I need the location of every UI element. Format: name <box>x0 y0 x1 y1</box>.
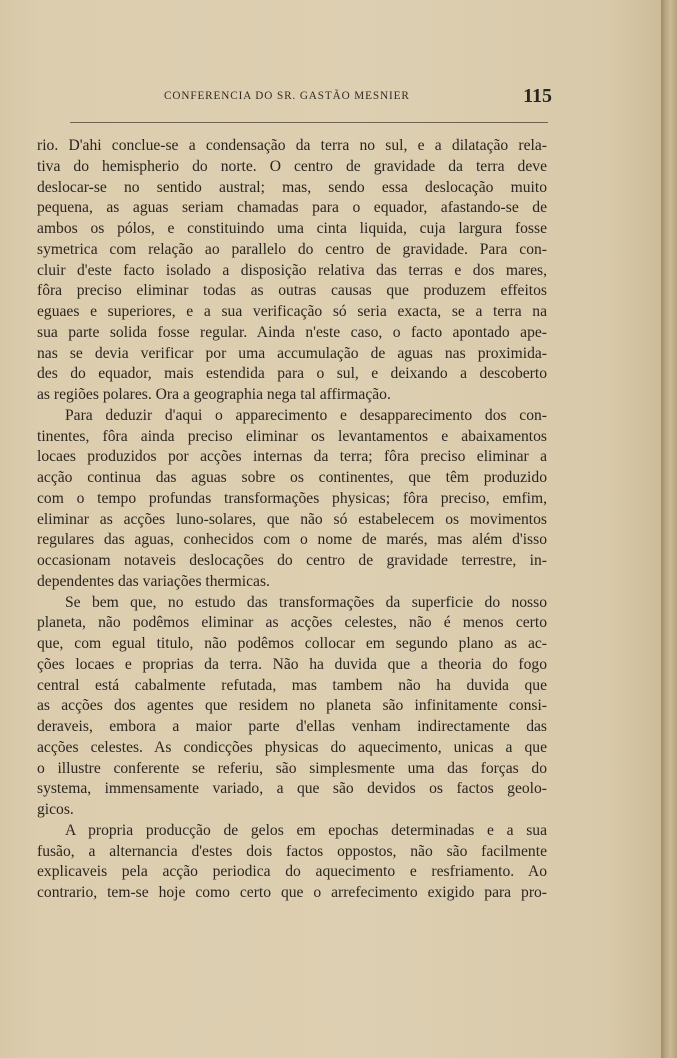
text-line: sua parte solida fosse regular. Ainda n'este caso, o facto apontado ape- <box>37 323 547 341</box>
text-line: ções locaes e proprias da terra. Não ha duvida que a theoria do fogo <box>37 655 547 673</box>
running-head: CONFERENCIA DO SR. GASTÃO MESNIER <box>164 90 410 102</box>
text-line: dependentes das variações thermicas. <box>37 572 270 590</box>
text-line: com o tempo profundas transformações physicas; fôra preciso, emfim, <box>37 489 547 507</box>
text-line: cluir d'este facto isolado a disposição relativa das terras e dos mares, <box>37 261 547 279</box>
text-line: central está cabalmente refutada, mas tambem não ha duvida que <box>37 676 547 694</box>
text-line: systema, immensamente variado, a que são devidos os factos geolo- <box>37 780 547 798</box>
text-line: deraveis, embora a maior parte d'ellas venham indirectamente das <box>37 718 547 735</box>
text-line: eguaes e superiores, e a sua verificação só seria exacta, se a terra na <box>37 303 547 320</box>
text-line: pequena, as aguas seriam chamadas para o equador, afastando-se de <box>37 199 547 217</box>
text-line: nas se devia verificar por uma accumulação de aguas nas proximida- <box>37 344 547 362</box>
text-line: acções celestes. As condicções physicas do aquecimento, unicas a que <box>37 738 547 756</box>
text-line: as regiões polares. Ora a geographia nega tal affirmação. <box>37 386 391 403</box>
text-line: fôra preciso eliminar todas as outras causas que produzem effeitos <box>37 282 547 300</box>
text-line: contrario, tem-se hoje como certo que o arrefecimento exigido para pro- <box>37 884 547 901</box>
page-number: 115 <box>523 85 552 107</box>
text-line: rio. D'ahi conclue-se a condensação da terra no sul, e a dilatação rela- <box>37 137 547 154</box>
body-text <box>37 136 547 904</box>
text-line: deslocar-se no sentido austral; mas, sendo essa deslocação muito <box>37 178 547 196</box>
text-line: tinentes, fôra ainda preciso eliminar os levantamentos e abaixamentos <box>37 427 547 445</box>
text-line: eliminar as acções luno-solares, que não só estabelecem os movimentos <box>37 510 547 528</box>
text-line: fusão, a alternancia d'estes dois factos oppostos, não são facilmente <box>37 842 547 860</box>
text-line: gicos. <box>37 801 74 818</box>
text-line: locaes produzidos por acções internas da terra; fôra preciso eliminar a <box>37 448 547 466</box>
paragraph-start-line: A propria producção de gelos em epochas determinadas e a sua <box>65 821 547 839</box>
page-edge <box>661 0 677 1058</box>
text-line: explicaveis pela acção periodica do aquecimento e resfriamento. Ao <box>37 863 547 881</box>
page-header <box>60 87 552 109</box>
text-line: ambos os pólos, e constituindo uma cinta liquida, cuja largura fosse <box>37 220 547 237</box>
text-line: symetrica com relação ao parallelo do centro de gravidade. Para con- <box>37 240 547 258</box>
text-line: planeta, não podêmos eliminar as acções celestes, não é menos certo <box>37 614 547 632</box>
text-line: des do equador, mais estendida para o sul, e deixando a descoberto <box>37 365 547 383</box>
text-line: o illustre conferente se referiu, são simplesmente uma das forças do <box>37 759 547 777</box>
text-line: as acções dos agentes que residem no planeta são infinitamente consi- <box>37 697 547 715</box>
text-line: regulares das aguas, conhecidos com o nome de marés, mas além d'isso <box>37 531 547 549</box>
text-line: que, com egual titulo, não podêmos collocar em segundo plano as ac- <box>37 635 547 652</box>
text-line: occasionam notaveis deslocações do centro de gravidade terrestre, in- <box>37 552 547 569</box>
paragraph-start-line: Se bem que, no estudo das transformações da superficie do nosso <box>65 593 547 611</box>
text-line: tiva do hemispherio do norte. O centro de gravidade da terra deve <box>37 157 547 175</box>
paragraph-start-line: Para deduzir d'aqui o apparecimento e desapparecimento dos con- <box>65 406 547 424</box>
text-line: acção continua das aguas sobre os continentes, que têm produzido <box>37 469 547 486</box>
header-rule <box>70 122 548 123</box>
